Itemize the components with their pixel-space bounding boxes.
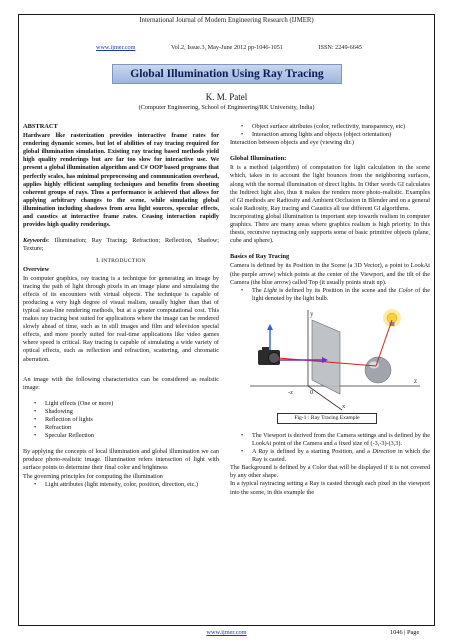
overview-text: In computer graphics, ray tracing is a technique for generating an image by tracing the path of light through pixels in an image plane and simulating the effects of its encounters with virtual objects. The technique is capable of producing a very high degree of visual realism, usually higher than that of typical scan-line rendering methods, but at a greater computational cost. This makes ray tracing best suited for applications where the image can be rendered slowly ahead of time, such as in still images and film and television special effects, and more poorly suited for real-time applications like video games where speed is critical. Ray tracing is capable of simulating a wide variety of optical effects, such as reflection and refraction, scattering, and chromatic aberration. <box>23 274 219 363</box>
background-text: The Background is defined by a Color that will be displayed if it is not covered by any other shape. <box>230 464 430 480</box>
direction-word: Direction <box>372 448 396 456</box>
light-suffix: of the light denoted by the light bulb. <box>252 286 431 302</box>
camera-lens <box>269 352 280 363</box>
list-item: • Light effects (One or more) <box>45 400 219 408</box>
keywords <box>23 237 219 253</box>
ray-mid: is defined by a starting Position, and a <box>268 448 373 456</box>
section-heading-introduction <box>23 257 219 265</box>
characteristics-list <box>23 400 219 440</box>
light-mid: is defined by its Position in the scene and the <box>276 286 399 294</box>
governing-text: The governing principles for computing the illumination <box>23 472 163 480</box>
journal-website-link[interactable]: www.ijmer.com <box>96 44 136 51</box>
footer-website-link[interactable]: www.ijmer.com <box>206 629 247 636</box>
list-item <box>252 287 430 303</box>
section-number: I. <box>96 257 100 265</box>
basics-heading: Basics of Ray Tracing <box>230 253 290 261</box>
ray-suffix: in which the Ray is casted. <box>252 448 430 464</box>
issn: ISSN: 2249-6645 <box>318 44 362 51</box>
keywords-text: : Illumination; Ray Tracing; Refraction; Reflection, Shadow; Texture; <box>23 237 219 253</box>
light-prefix: The <box>252 286 264 294</box>
global-illumination-text: It is a method (algorithm) of computation for light calculation in the scene which, takes in to account the light bounces from the neighboring surfaces, along with the normal illumination of direct lights. In Other words GI calculates the Indirect light also, thus it makes the renders more photo-realistic. Examples of GI methods are Radiosity and Ambient Occlusion in Blender and on a general scale Radiosity, Ray tracing and Caustics all use different GI algorithms. <box>230 164 430 212</box>
list-item: • Object surface attributes (color, reflectivity, transparency, etc) <box>252 123 430 131</box>
basics-text: Camera is defined by its Position in the Scene (a 3D Vector), a point to LookAt (the purple arrow) which points at the center of the Viewport, and the tilt of the Camera (the blue arrow) called Top (it usually points strait up). <box>230 262 430 286</box>
list-item: • Shadowing <box>45 408 219 416</box>
abstract-text: Hardware like rasterization provides interactive frame rates for rendering dynamic scenes, but lot of abilities of ray tracing required for global illumination simulation. Existing ray tracing based methods yield high quality renderings but are far too slow for interactive use. We present a global illumination algorithm and C# OOP based programs that perfectly scales, has minimal preprocessing and communication overhead, applies highly efficient sampling techniques and benefits from shooting coherent groups of rays. Thus a performance is achieved that allows for applying arbitrary changes to the scene, while simulating global illumination including shadows from area light sources, specular effects, and caustics at interactive frame rates. Ceasing interaction rapidly provides high quality renderings. <box>23 132 219 229</box>
ray-prefix: A <box>252 448 259 456</box>
author-affiliation: (Computer Engineering, School of Engineering/RK University, India) <box>138 104 315 111</box>
list-item: • Specular Reflection <box>45 432 219 440</box>
list-item <box>252 448 430 464</box>
list-item: • Interaction among lights and objects (object orientation) <box>252 131 430 139</box>
figure-caption: Fig-1 : Ray Tracing Example <box>277 413 377 424</box>
x-axis-label: x <box>342 402 346 410</box>
image-intro-text: An image with the following characteristics can be considered as realistic image: <box>23 375 219 391</box>
governing-list <box>23 481 219 489</box>
governing-list-continued <box>230 123 430 139</box>
viewport-list <box>230 432 430 464</box>
journal-meta <box>96 44 362 51</box>
list-item: • Reflection of lights <box>45 416 219 424</box>
light-word: Light <box>263 286 277 294</box>
journal-name: International Journal of Modern Engineering Research (IJMER) <box>139 17 314 24</box>
ray-tracing-diagram <box>230 306 430 412</box>
page-number: 1046 | Page <box>390 629 420 636</box>
ray-tracing-figure <box>230 306 430 432</box>
volume-info: Vol.2, Issue.3, May-June 2012 pp-1046-1051 <box>171 44 283 51</box>
viewport-plane <box>312 320 340 394</box>
paper-title: Global Illumination Using Ray Tracing <box>112 64 342 84</box>
abstract-heading: ABSTRACT <box>23 123 58 130</box>
list-item: • Light attributes (light intensity, color, position, direction, etc.) <box>45 481 219 489</box>
origin-label: 0 <box>310 388 314 396</box>
z-axis-label: z <box>414 376 418 385</box>
right-column <box>230 123 430 497</box>
ray-word: Ray <box>258 448 269 456</box>
by-applying-text: By applying the concepts of local illumination and global illumination we can produce photo-realistic image. Illumination refers interaction of light with surface points to determine their final color and brightness <box>23 448 219 472</box>
section-title: INTRODUCTION <box>101 258 146 265</box>
keywords-label: Keywords <box>23 237 48 245</box>
top-vector-arrowhead <box>267 324 273 330</box>
left-column <box>23 123 219 489</box>
color-word: Color <box>398 286 413 294</box>
light-list <box>230 287 430 303</box>
global-illumination-heading: Global Illumination: <box>230 155 287 163</box>
list-item: • Refraction <box>45 424 219 432</box>
camera-top <box>262 347 269 351</box>
global-illumination-text-2: Incorporating global illumination is important step towards realism in computer graphics. There are many areas where graphics realism is high priority. In this thesis, recursive raytracing only supports some of basic primitive objects (plane, cube and sphere). <box>230 212 430 245</box>
author-name: K. M. Patel <box>205 92 248 102</box>
neg-z-axis-label: -z <box>288 388 294 396</box>
interaction-text: Interaction between objects and eye (viewing dir.) <box>230 139 354 147</box>
overview-heading: Overview <box>23 265 50 273</box>
list-item: • The Viewport is derived from the Camera settings and is defined by the LookAt point of the Camera and a fixed size of (-3,-3)-(3,3). <box>252 432 430 448</box>
y-axis-label: y <box>310 309 314 318</box>
typical-text: In a typical raytracing setting a Ray is casted through each pixel in the viewport into the scene, in this example the <box>230 480 430 496</box>
